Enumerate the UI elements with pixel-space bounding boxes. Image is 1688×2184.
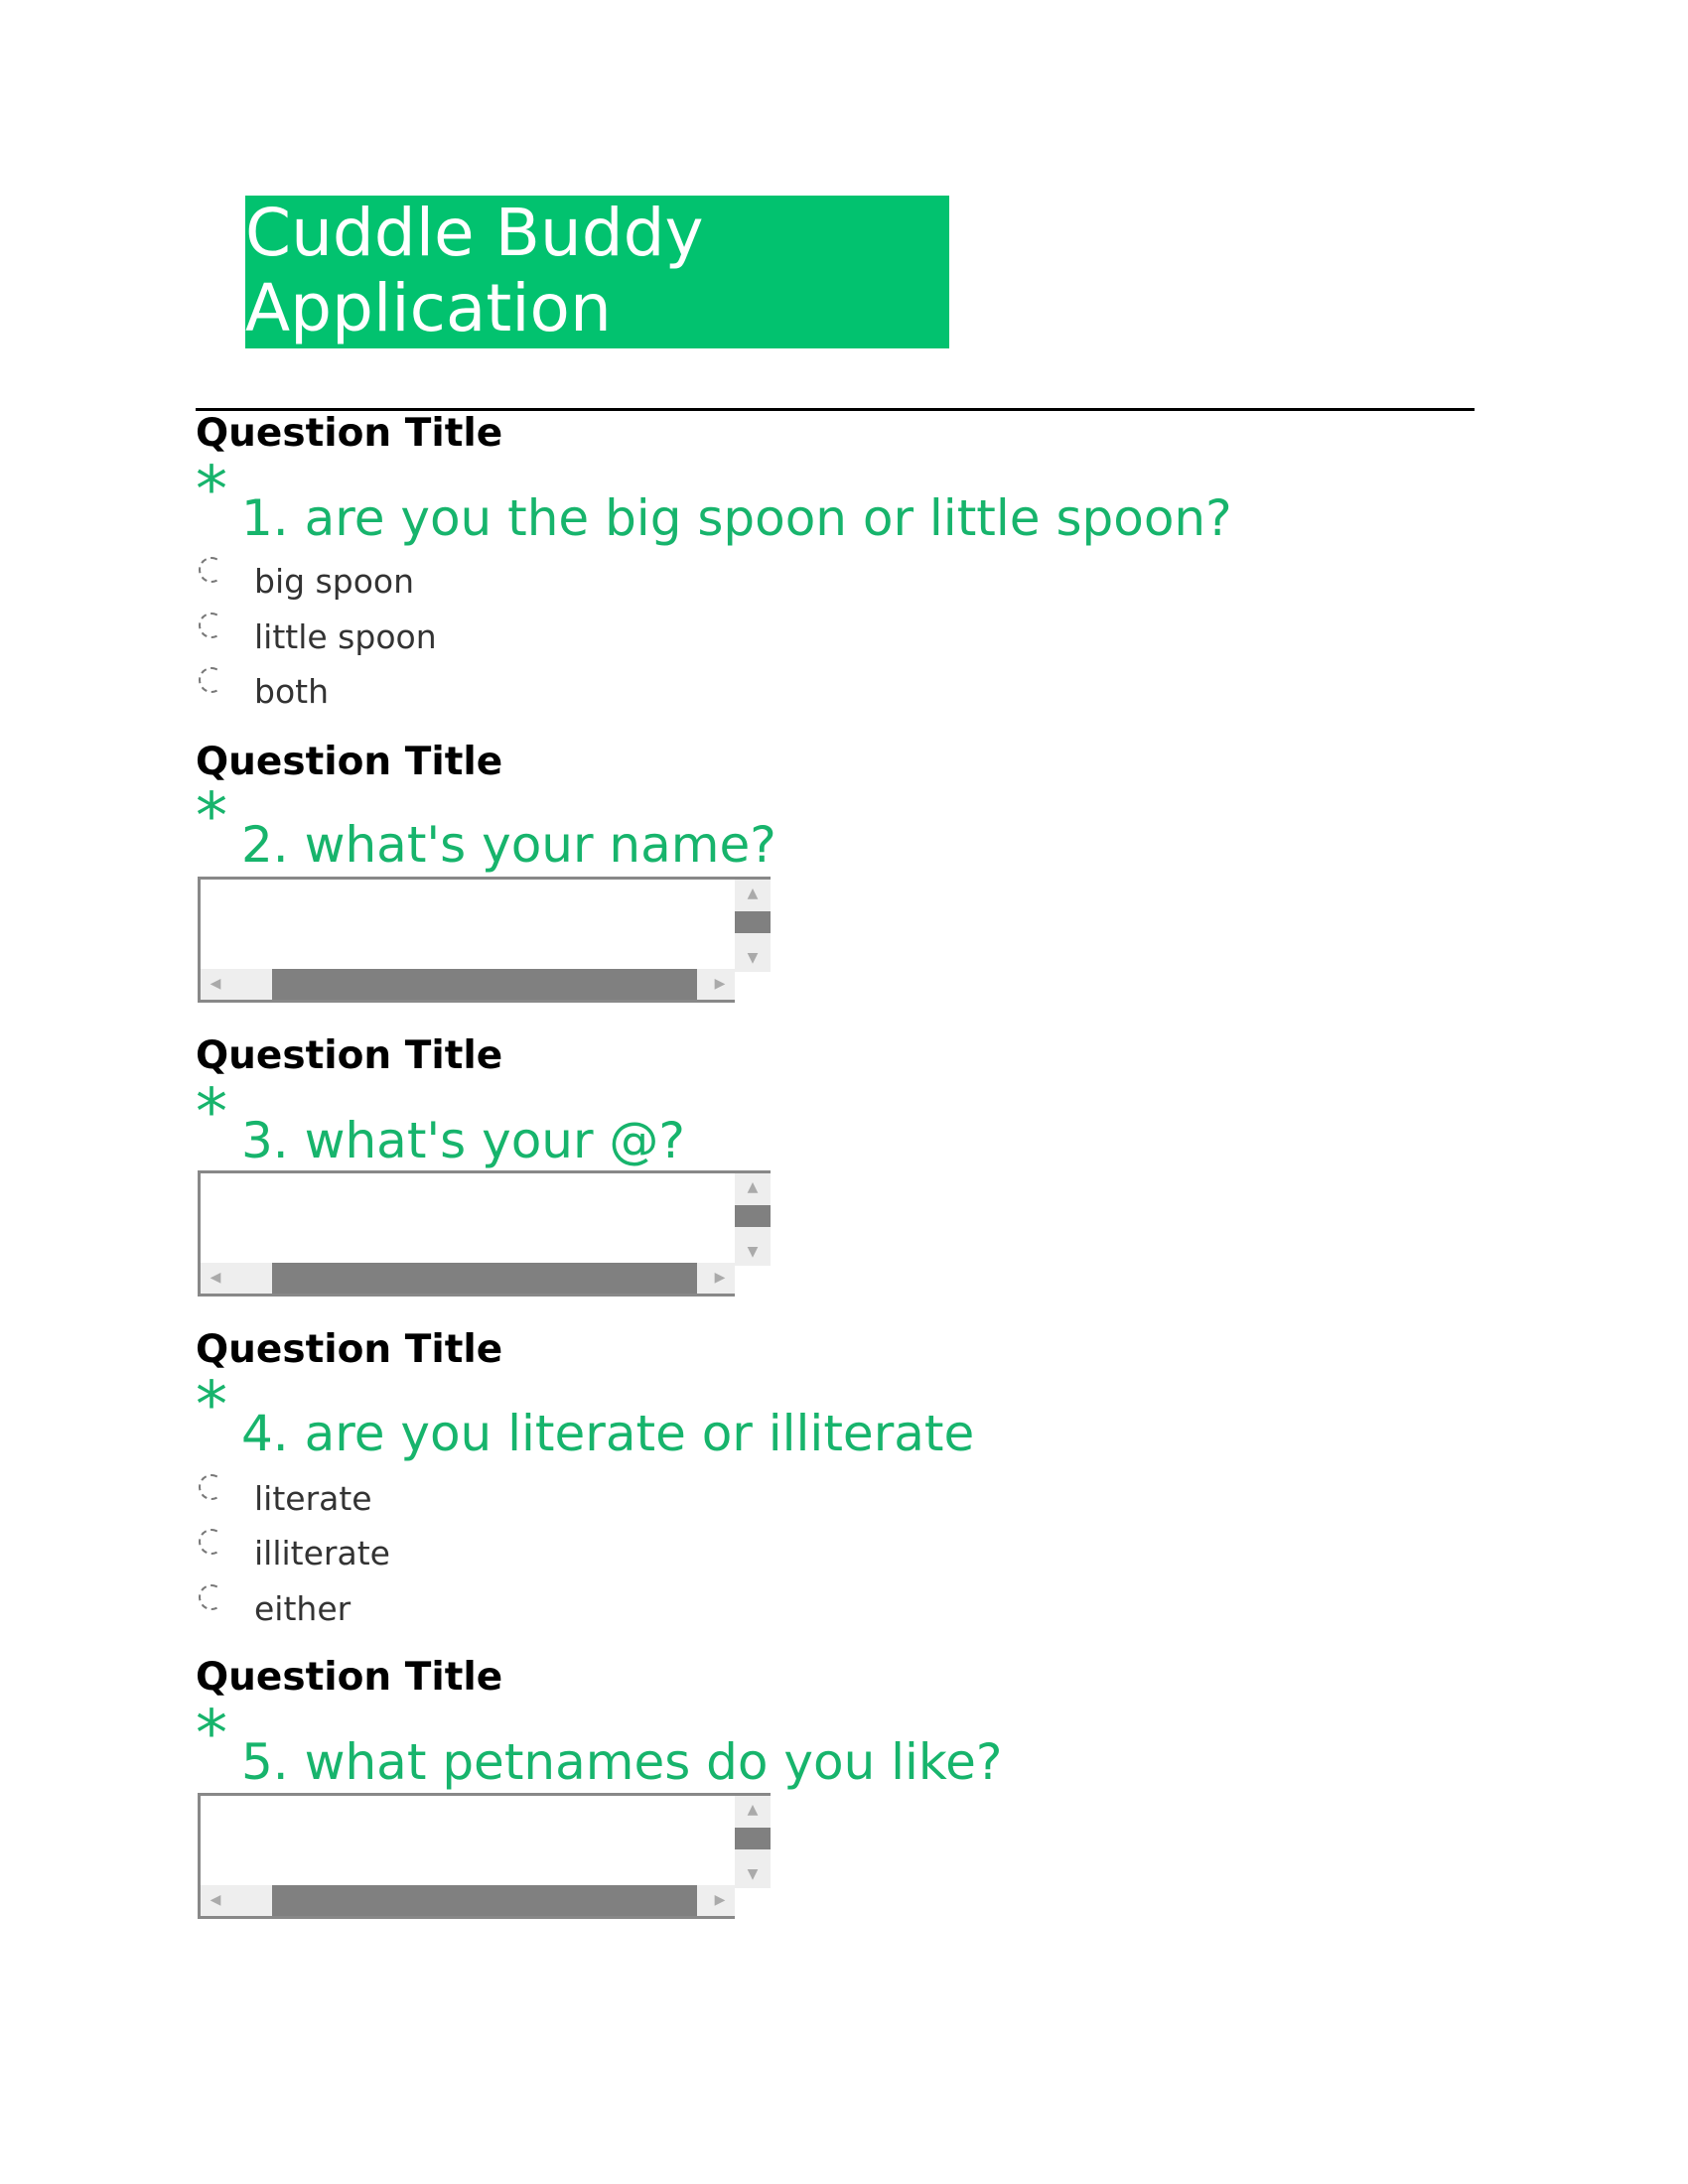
question-1: * 1. are you the big spoon or little spoon? [196,454,1232,547]
question-2: * 2. what's your name? [196,780,776,874]
horizontal-scrollbar[interactable] [198,1885,735,1919]
radio-option[interactable]: either [199,1589,351,1629]
vertical-scrollbar[interactable] [735,1793,771,1888]
scroll-left-icon[interactable]: ◀ [210,976,221,992]
scroll-right-icon[interactable]: ▶ [714,976,726,992]
scroll-right-icon[interactable]: ▶ [714,1892,726,1908]
question-5: * 5. what petnames do you like? [196,1698,1003,1791]
scroll-up-icon[interactable]: ▲ [747,1179,759,1195]
radio-option[interactable]: big spoon [199,562,414,602]
scroll-down-icon[interactable]: ▼ [747,950,759,966]
scroll-thumb[interactable] [272,1263,697,1294]
question-title: Question Title [196,1033,503,1078]
radio-option[interactable]: literate [199,1479,372,1519]
scroll-up-icon[interactable]: ▲ [747,1802,759,1818]
text-input-area[interactable] [198,1793,735,1885]
scroll-thumb[interactable] [735,1205,771,1227]
scroll-thumb[interactable] [735,911,771,933]
question-4: * 4. are you literate or illiterate [196,1369,975,1462]
text-input-area[interactable] [198,877,735,969]
scroll-thumb[interactable] [735,1828,771,1849]
text-input-area[interactable] [198,1170,735,1263]
radio-option[interactable]: both [199,672,329,712]
question-title: Question Title [196,1327,503,1372]
scroll-thumb[interactable] [272,1885,697,1916]
radio-button[interactable] [199,1474,224,1500]
petnames-textarea[interactable] [198,1793,771,1919]
radio-option[interactable]: little spoon [199,617,437,657]
handle-textarea[interactable] [198,1170,771,1297]
question-title: Question Title [196,411,503,456]
question-title: Question Title [196,1655,503,1700]
question-3: * 3. what's your @? [196,1076,685,1169]
horizontal-scrollbar[interactable] [198,1263,735,1297]
radio-button[interactable] [199,667,224,693]
scroll-left-icon[interactable]: ◀ [210,1892,221,1908]
scroll-right-icon[interactable]: ▶ [714,1270,726,1286]
radio-button[interactable] [199,613,224,638]
scroll-up-icon[interactable]: ▲ [747,886,759,901]
required-asterisk: * [196,1076,227,1150]
scroll-left-icon[interactable]: ◀ [210,1270,221,1286]
radio-button[interactable] [199,557,224,583]
radio-button[interactable] [199,1584,224,1610]
scroll-thumb[interactable] [272,969,697,1000]
vertical-scrollbar[interactable] [735,1170,771,1266]
radio-button[interactable] [199,1529,224,1555]
question-title: Question Title [196,740,503,784]
scroll-down-icon[interactable]: ▼ [747,1244,759,1260]
vertical-scrollbar[interactable] [735,877,771,972]
scroll-down-icon[interactable]: ▼ [747,1866,759,1882]
required-asterisk: * [196,1369,227,1442]
required-asterisk: * [196,454,227,527]
radio-option[interactable]: illiterate [199,1534,390,1573]
required-asterisk: * [196,1698,227,1771]
form-title: Cuddle Buddy Application [245,196,949,348]
horizontal-scrollbar[interactable] [198,969,735,1003]
required-asterisk: * [196,780,227,854]
name-textarea[interactable] [198,877,771,1003]
